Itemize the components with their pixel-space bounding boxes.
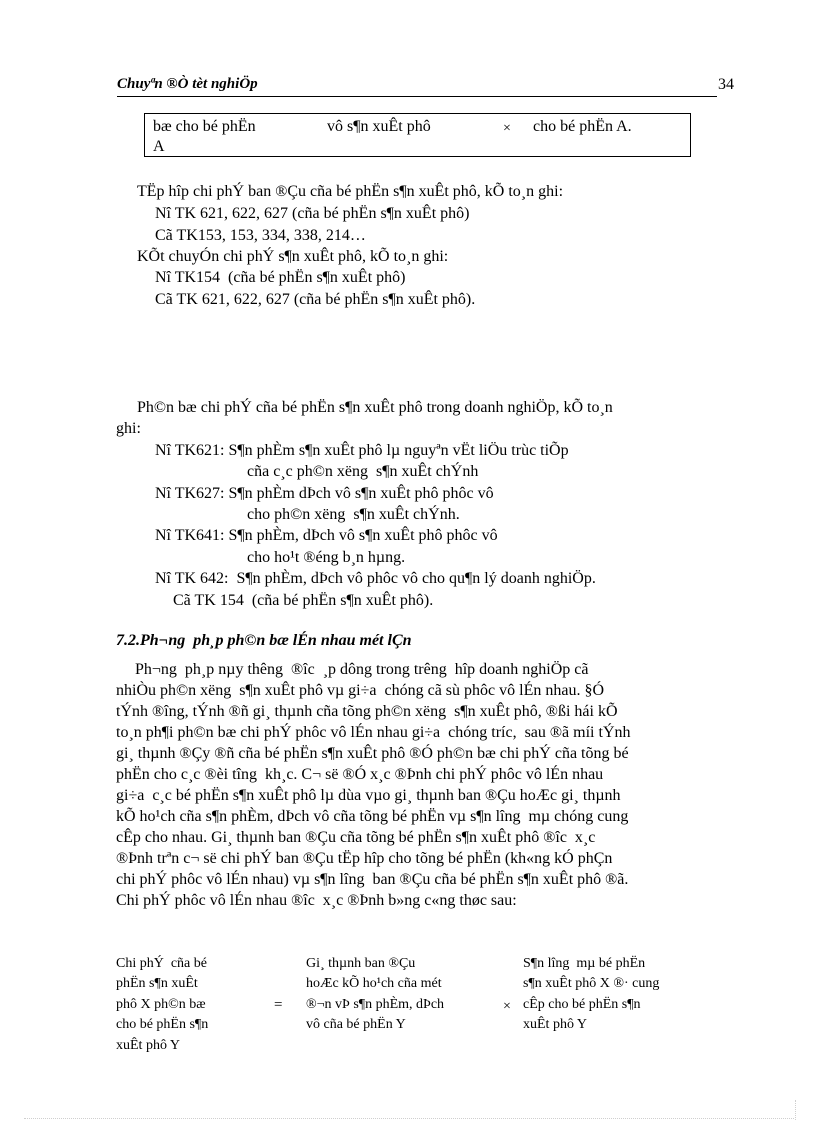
formula-left-line: phËn s¶n xuÊt [116, 976, 198, 991]
text-line: Nî TK 621, 622, 627 (cña bé phËn s¶n xuÊt phô) [155, 205, 470, 222]
formula-left-line: phô X ph©n bæ [116, 997, 206, 1012]
paragraph-line: Ph¬ng ph¸p nµy thêng ®îc ¸p dông trong trêng hîp doanh nghiÖp cã [135, 661, 589, 678]
text-line: Nî TK621: S¶n phÈm s¶n xuÊt phô lµ nguyªn vËt liÖu trùc tiÕp [155, 442, 569, 459]
text-line: Cã TK153, 153, 334, 338, 214… [155, 227, 366, 244]
box-text-1: bæ cho bé phËn [153, 118, 256, 135]
text-line: Nî TK641: S¶n phÈm, dÞch vô s¶n xuÊt phô phôc vô [155, 527, 498, 544]
formula-middle-line: Gi¸ thµnh ban ®Çu [306, 956, 416, 971]
formula-left-line: Chi phÝ cña bé [116, 956, 207, 971]
box-text-3: cho bé phËn A. [533, 118, 632, 135]
text-line: TËp hîp chi phÝ ban ®Çu cña bé phËn s¶n xuÊt phô, kÕ to¸n ghi: [137, 183, 564, 200]
page-number: 34 [718, 76, 734, 93]
formula-middle-line: ®¬n vÞ s¶n phÈm, dÞch [306, 997, 445, 1012]
formula-right-line: s¶n xuÊt phô X ®· cung [523, 976, 660, 991]
text-line: Nî TK627: S¶n phÈm dÞch vô s¶n xuÊt phô phôc vô [155, 485, 494, 502]
formula-middle-line: hoÆc kÕ ho¹ch cña mét [306, 976, 442, 991]
paragraph-line: to¸n ph¶i ph©n bæ chi phÝ phôc vô lÉn nhau gi÷a chóng tríc, sau ®ã míi tÝnh [116, 724, 631, 741]
section-heading: 7.2.Ph¬ng ph¸p ph©n bæ lÉn nhau mét lÇn [116, 632, 412, 649]
text-line: Cã TK 154 (cña bé phËn s¶n xuÊt phô). [173, 592, 434, 609]
paragraph-line: gi÷a c¸c bé phËn s¶n xuÊt phô lµ dùa vµo gi¸ thµnh ban ®Çu hoÆc gi¸ thµnh [116, 787, 621, 804]
formula-right-line: S¶n lîng mµ bé phËn [523, 956, 646, 971]
paragraph-line: gi¸ thµnh ®Çy ®ñ cña bé phËn s¶n xuÊt phô ®Ó ph©n bæ chi phÝ cña tõng bé [116, 745, 629, 762]
header-rule [117, 96, 717, 97]
paragraph-line: tÝnh ®îng, tÝnh ®ñ gi¸ thµnh cña tõng ph©n xëng s¶n xuÊt phô, ®ßi hái kÕ [116, 703, 618, 720]
text-line: KÕt chuyÓn chi phÝ s¶n xuÊt phô, kÕ to¸n ghi: [137, 248, 449, 265]
formula-right-line: cÊp cho bé phËn s¶n [523, 997, 641, 1012]
formula-left-line: xuÊt phô Y [116, 1038, 181, 1053]
page-border-dots [24, 1118, 794, 1119]
paragraph-line: ®Þnh trªn c¬ së chi phÝ ban ®Çu tËp hîp cho tõng bé phËn (kh«ng kÓ phÇn [116, 850, 613, 867]
paragraph-line: nhiÒu ph©n xëng s¶n xuÊt phô vµ gi÷a chóng cã sù phôc vô lÉn nhau. §Ó [116, 682, 605, 699]
text-line: cho ho¹t ®éng b¸n hµng. [247, 549, 406, 566]
running-header-title: Chuyªn ®Ò tèt nghiÖp [117, 76, 258, 92]
text-line: Cã TK 621, 622, 627 (cña bé phËn s¶n xuÊt phô). [155, 291, 476, 308]
times-sign: × [503, 999, 511, 1014]
paragraph-line: Chi phÝ phôc vô lÉn nhau ®îc x¸c ®Þnh b»ng c«ng thøc sau: [116, 892, 517, 909]
formula-right-line: xuÊt phô Y [523, 1017, 588, 1032]
text-line: cña c¸c ph©n xëng s¶n xuÊt chÝnh [247, 463, 479, 480]
text-line: ghi: [116, 420, 141, 437]
formula-left-line: cho bé phËn s¶n [116, 1017, 209, 1032]
paragraph-line: chi phÝ phôc vô lÉn nhau) vµ s¶n lîng ban ®Çu cña bé phËn s¶n xuÊt phô ®ã. [116, 871, 629, 888]
text-line: Ph©n bæ chi phÝ cña bé phËn s¶n xuÊt phô trong doanh nghiÖp, kÕ to¸n [137, 399, 613, 416]
paragraph-line: phËn cho c¸c ®èi tîng kh¸c. C¬ së ®Ó x¸c ®Þnh chi phÝ phôc vô lÉn nhau [116, 766, 604, 783]
text-line: Nî TK 642: S¶n phÈm, dÞch vô phôc vô cho qu¶n lý doanh nghiÖp. [155, 570, 596, 587]
box-text-2: vô s¶n xuÊt phô [327, 118, 431, 135]
equals-sign: = [274, 997, 283, 1013]
paragraph-line: cÊp cho nhau. Gi¸ thµnh ban ®Çu cña tõng bé phËn s¶n xuÊt phô ®îc x¸c [116, 829, 596, 846]
paragraph-line: kÕ ho¹ch cña s¶n phÈm, dÞch vô cña tõng bé phËn vµ s¶n lîng mµ chóng cung [116, 808, 629, 825]
times-sign: × [503, 121, 511, 136]
page-border-dots-vertical [795, 1100, 796, 1120]
formula-middle-line: vô cña bé phËn Y [306, 1017, 406, 1032]
text-line: Nî TK154 (cña bé phËn s¶n xuÊt phô) [155, 269, 406, 286]
text-line: cho ph©n xëng s¶n xuÊt chÝnh. [247, 506, 460, 523]
box-text-4: A [153, 138, 165, 155]
